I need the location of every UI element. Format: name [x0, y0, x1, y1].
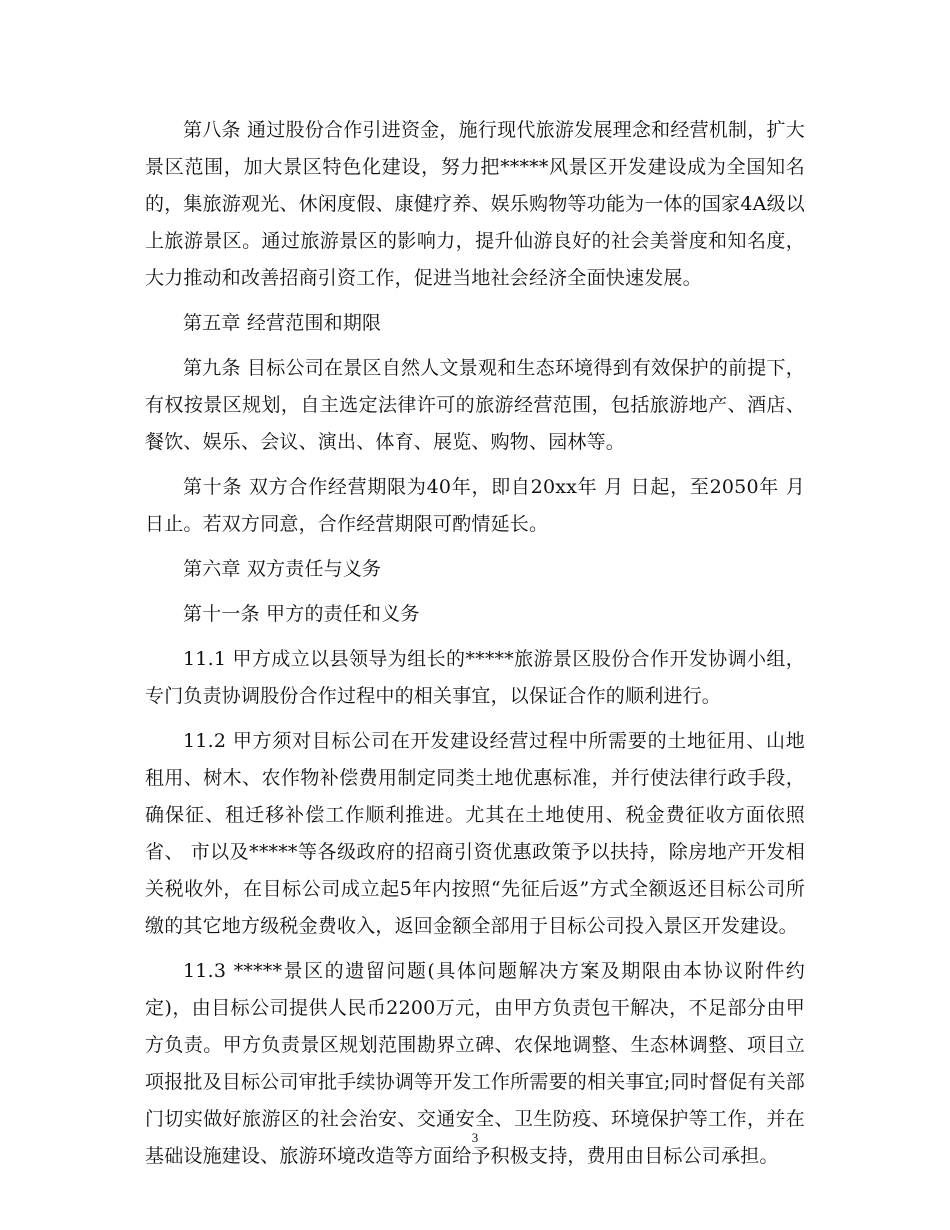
page-number: 3 [471, 1130, 479, 1145]
clause-11-3-paragraph: 11.3 *****景区的遗留问题(具体问题解决方案及期限由本协议附件约定)，由目标公司提供人民币2200万元，由甲方负责包干解决，不足部分由甲方负责。甲方负责景区规划范围勘界立碑、农保地调整、生态林调整、项目立项报批及目标公司审批手续协调等开发工作所需要的相关事宜;同时督促有关部门切实做好旅游区的社会治安、交通安全、卫生防疫、环境保护等工作，并在基础设施建设、旅游环境改造等方面给予积极支持，费用由目标公司承担。 [145, 960, 805, 1167]
chapter-5-heading: 第五章 经营范围和期限 [183, 312, 382, 334]
article-8-paragraph: 第八条 通过股份合作引进资金，施行现代旅游发展理念和经营机制，扩大景区范围，加大景区特色化建设，努力把*****风景区开发建设成为全国知名的，集旅游观光、休闲度假、康健疗养、娱乐购物等功能为一体的国家4A级以上旅游景区。通过旅游景区的影响力，提升仙游良好的社会美誉度和知名度，大力推动和改善招商引资工作，促进当地社会经济全面快速发展。 [145, 119, 805, 289]
article-9-paragraph: 第九条 目标公司在景区自然人文景观和生态环境得到有效保护的前提下，有权按景区规划，自主选定法律许可的旅游经营范围，包括旅游地产、酒店、餐饮、娱乐、会议、演出、体育、展览、购物、园林等。 [145, 357, 805, 453]
clause-11-2-paragraph: 11.2 甲方须对目标公司在开发建设经营过程中所需要的土地征用、山地租用、树木、农作物补偿费用制定同类土地优惠标准，并行使法律行政手段，确保征、租迁移补偿工作顺利推进。尤其在土地使用、税金费征收方面依照 省、 市以及*****等各级政府的招商引资优惠政策予以扶持，除房地产开发相关税收外，在目标公司成立起5年内按照“先征后返”方式全额返还目标公司所缴的其它地方级税金费收入，返回金额全部用于目标公司投入景区开发建设。 [145, 730, 805, 937]
chapter-6-heading: 第六章 双方责任与义务 [183, 558, 382, 580]
clause-11-1-paragraph: 11.1 甲方成立以县领导为组长的*****旅游景区股份合作开发协调小组，专门负责协调股份合作过程中的相关事宜，以保证合作的顺利进行。 [145, 648, 805, 707]
document-body [145, 112, 805, 1183]
article-10-paragraph: 第十条 双方合作经营期限为40年，即自20xx年 月 日起，至2050年 月 日止。若双方同意，合作经营期限可酌情延长。 [145, 476, 805, 535]
article-11-heading: 第十一条 甲方的责任和义务 [183, 603, 420, 625]
